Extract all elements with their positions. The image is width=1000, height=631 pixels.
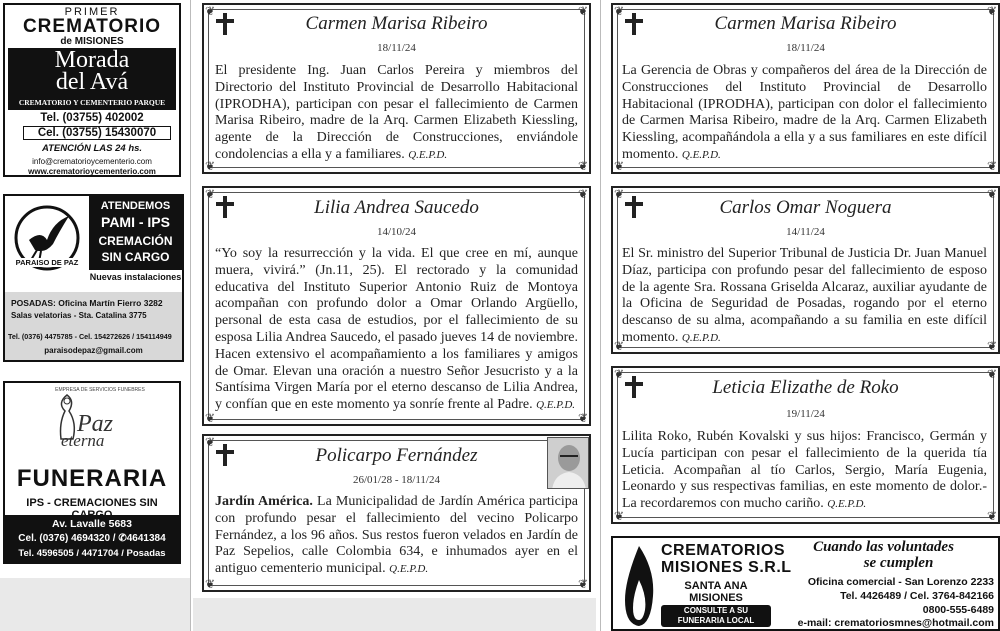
corner-ornament-icon: ❦ [577, 411, 588, 425]
crematorios-email: e-mail: crematoriosmnes@hotmail.com [797, 617, 994, 629]
obituary-body: La Gerencia de Obras y compañeros del área de la Dirección de Construcciones del Instituto Provincial de Desarrollo Habitacional (IPRODHA), participan con dolor el fallecimiento de Carmen Marisa Ribeiro, madre de la Arq. Carmen Elizabeth Kiessling, acompañándola a ella y a sus familiares en este difícil momento. [622, 63, 987, 162]
obituary-name: Carmen Marisa Ribeiro [305, 13, 488, 34]
ad-morada-email: info@crematorioycementerio.com [32, 157, 152, 166]
corner-ornament-icon: ❦ [614, 159, 625, 173]
crematorios-misiones: MISIONES [689, 592, 743, 604]
crematorios-tels: Tel. 4426489 / Cel. 3764-842166 [840, 590, 994, 602]
crematorios-consulte-1: CONSULTE A SU [683, 606, 749, 615]
obituary-text [622, 429, 987, 513]
paraiso-logo-text: PARAISO DE PAZ [7, 258, 87, 267]
ad-morada-atencion: ATENCIÓN LAS 24 hs. [41, 143, 143, 154]
ad-morada-web: www.crematorioycementerio.com [28, 167, 156, 176]
obituary-name: Carmen Marisa Ribeiro [714, 13, 897, 34]
obituary-name: Policarpo Fernández [315, 445, 478, 466]
obituary-date: 18/11/24 [377, 42, 416, 54]
ad-paraiso-de-paz [3, 194, 184, 362]
paraiso-logo [7, 200, 87, 292]
paraiso-nuevas: Nuevas instalaciones [89, 272, 182, 282]
paz-eterna-tel: Tel. 4596505 / 4471704 / Posadas [18, 548, 166, 559]
obituary-lead: Jardín América. [215, 494, 313, 509]
obituary-name: Leticia Elizathe de Roko [712, 377, 899, 398]
ad-morada-name-2: del Avá [55, 69, 129, 95]
dove-icon [7, 200, 87, 280]
crematorios-title-1: CREMATORIOS [661, 542, 786, 559]
paz-eterna-black-block [5, 515, 179, 562]
obituary-date: 14/10/24 [376, 226, 417, 238]
obituary-date: 14/11/24 [786, 226, 825, 238]
corner-ornament-icon: ❦ [205, 577, 216, 591]
qepd-signoff: Q.E.P.D. [536, 399, 576, 412]
paz-eterna-funeraria: FUNERARIA [16, 465, 168, 492]
obituary-text [622, 63, 987, 164]
paz-eterna-arc-text: EMPRESA DE SERVICIOS FUNEBRES [55, 387, 145, 393]
obituary-date: 26/01/28 - 18/11/24 [353, 474, 440, 486]
paraiso-atendemos: ATENDEMOS [100, 200, 171, 212]
ad-morada-subtitle: CREMATORIO Y CEMENTERIO PARQUE [18, 98, 166, 107]
bottom-strip-middle [193, 598, 596, 631]
ad-morada-black-block [8, 48, 176, 110]
obituary-body: Lilita Roko, Rubén Kovalski y sus hijos: Francisco, Germán y Lucía participan con pesar el fallecimiento de la querida tía Leticia. Acompañan al tío Carlos, Sergio, María Eugenia, Leonardo y sus respectivas familias, en este momento de dolor.- La recordaremos con mucho cariño. [622, 429, 987, 512]
obituary-card-carmen-1 [202, 3, 591, 174]
corner-ornament-icon: ❦ [205, 435, 216, 449]
paraiso-salas: Salas velatorias - Sta. Catalina 3775 [11, 311, 147, 320]
obituary-card-carmen-2 [611, 3, 1000, 174]
corner-ornament-icon: ❦ [986, 159, 997, 173]
paz-eterna-logo-2: eterna [61, 431, 105, 450]
qepd-signoff: Q.E.P.D. [827, 498, 867, 511]
crematorios-title-2: MISIONES S.R.L [661, 559, 792, 576]
corner-ornament-icon: ❦ [986, 339, 997, 353]
crematorios-slogan-1: Cuando las voluntades [813, 539, 954, 555]
obituary-body: La Municipalidad de Jardín América participa con profundo pesar el fallecimiento del vecino Policarpo Fernández, a los 96 años. Sus restos fueron velados en Jardín de Paz Sepelios, calle Colombia 634, e inhumados ayer en el antiguo cementerio municipal. [215, 494, 578, 577]
obituary-date: 19/11/24 [786, 408, 825, 420]
corner-ornament-icon: ❦ [986, 367, 997, 381]
obituary-card-lilia [202, 186, 591, 426]
obituary-text [215, 494, 578, 578]
paraiso-posadas: POSADAS: Oficina Martín Fierro 3282 [11, 298, 163, 308]
ad-crematorio-title: CREMATORIO [22, 16, 162, 37]
obituary-body: El presidente Ing. Juan Carlos Pereira y miembros del Directorio del Instituto Provincial de Desarrollo Habitacional (IPRODHA), participan con pesar el fallecimiento de Carmen Marisa Ribeiro, madre de la Arq. Carmen Elizabeth Kiessling, agente de la Dirección de Construcciones, enviándole condolencias a ella y a familiares. [215, 63, 578, 162]
ad-paz-eterna [3, 381, 181, 564]
crematorios-free: 0800-555-6489 [922, 604, 994, 616]
obituary-card-leticia [611, 366, 1000, 524]
ad-morada-del-ava [3, 3, 181, 177]
corner-ornament-icon: ❦ [614, 339, 625, 353]
paz-eterna-address: Av. Lavalle 5683 [52, 518, 132, 530]
ad-primer-label: PRIMER [64, 6, 120, 18]
corner-ornament-icon: ❦ [205, 4, 216, 18]
corner-ornament-icon: ❦ [986, 187, 997, 201]
crematorios-consulte-box [661, 605, 771, 627]
paraiso-right-block [89, 196, 182, 270]
corner-ornament-icon: ❦ [986, 509, 997, 523]
obituary-text [215, 63, 578, 164]
corner-ornament-icon: ❦ [577, 4, 588, 18]
paz-eterna-logo-1: Paz [77, 411, 113, 437]
paraiso-sin-cargo: SIN CARGO [101, 250, 170, 264]
column-rule-middle [600, 0, 601, 631]
corner-ornament-icon: ❦ [614, 509, 625, 523]
obituary-text [215, 246, 578, 414]
corner-ornament-icon: ❦ [205, 187, 216, 201]
crematorios-slogan-2: se cumplen [863, 555, 934, 571]
flame-icon [619, 544, 659, 628]
obituary-text [622, 246, 987, 347]
corner-ornament-icon: ❦ [205, 159, 216, 173]
corner-ornament-icon: ❦ [986, 4, 997, 18]
qepd-signoff: Q.E.P.D. [681, 331, 721, 344]
obituary-card-policarpo [202, 434, 591, 592]
crematorios-santa-ana: SANTA ANA [684, 580, 748, 592]
crematorios-oficina: Oficina comercial - San Lorenzo 2233 [807, 576, 994, 588]
corner-ornament-icon: ❦ [577, 577, 588, 591]
qepd-signoff: Q.E.P.D. [408, 148, 448, 161]
crematorios-consulte-2: FUNERARIA LOCAL [677, 616, 755, 625]
paz-eterna-ips: IPS - CREMACIONES SIN [26, 497, 158, 509]
bottom-strip-left [0, 578, 190, 631]
corner-ornament-icon: ❦ [577, 187, 588, 201]
obituary-body: “Yo soy la resurrección y la vida. El que cree en mí, aunque muera, vivirá.” (Jn.11, 25). El rectorado y la comunidad educativa del Instituto Superior Antonio Ruiz de Montoya acompañan con profundo dolor a Omar Orlando Argüello, personal de esta casa de estudios, por el fallecimiento de su esposa Lilia Andrea Saucedo, el pasado jueves 14 de noviembre. Hacen extensivo el acompañamiento a los familiares y amigos de Omar. Elevan una oración a nuestro Señor Jesucristo y a la Santísima Virgen María por el eterno descanso de Lilia Andrea, y confían que en este momento ya sonríe frente al Padre. [215, 246, 578, 413]
ad-crematorios-misiones [611, 536, 1000, 631]
obituary-card-carlos [611, 186, 1000, 354]
ad-morada-name-1: Morada [54, 47, 130, 73]
corner-ornament-icon: ❦ [614, 367, 625, 381]
obituary-name: Lilia Andrea Saucedo [314, 197, 479, 218]
ad-morada-cel: Cel. (03755) 15430070 [23, 126, 171, 140]
ad-de-misiones: de MISIONES [60, 36, 124, 47]
paraiso-pami: PAMI - IPS [101, 214, 170, 230]
paraiso-telefonos: Tel. (0376) 4475785 - Cel. 154272626 / 154114949 [8, 332, 172, 341]
ad-morada-tel: Tel. (03755) 402002 [40, 112, 144, 124]
paraiso-email: paraisodepaz@gmail.com [44, 346, 143, 355]
obituary-name: Carlos Omar Noguera [719, 197, 892, 218]
paraiso-grey-panel [5, 292, 182, 360]
corner-ornament-icon: ❦ [614, 4, 625, 18]
corner-ornament-icon: ❦ [614, 187, 625, 201]
qepd-signoff: Q.E.P.D. [389, 563, 429, 576]
qepd-signoff: Q.E.P.D. [681, 148, 721, 161]
corner-ornament-icon: ❦ [577, 159, 588, 173]
column-rule-left [190, 0, 191, 631]
corner-ornament-icon: ❦ [205, 411, 216, 425]
obituary-date: 18/11/24 [786, 42, 825, 54]
paz-eterna-cel: Cel. (0376) 4694320 / ✆4641384 [18, 533, 166, 544]
paraiso-cremacion: CREMACIÓN [98, 234, 173, 248]
obituary-body: El Sr. ministro del Superior Tribunal de Justicia Dr. Juan Manuel Díaz, participa con profundo pesar del fallecimiento de esposo de la agente Sra. Rossana Griselda Alcaraz, auxiliar ayudante de la Oficina de Seguridad de Posadas, rogando por el eterno descanso de su alma, acompañando a su familia en este difícil momento. [622, 246, 987, 345]
